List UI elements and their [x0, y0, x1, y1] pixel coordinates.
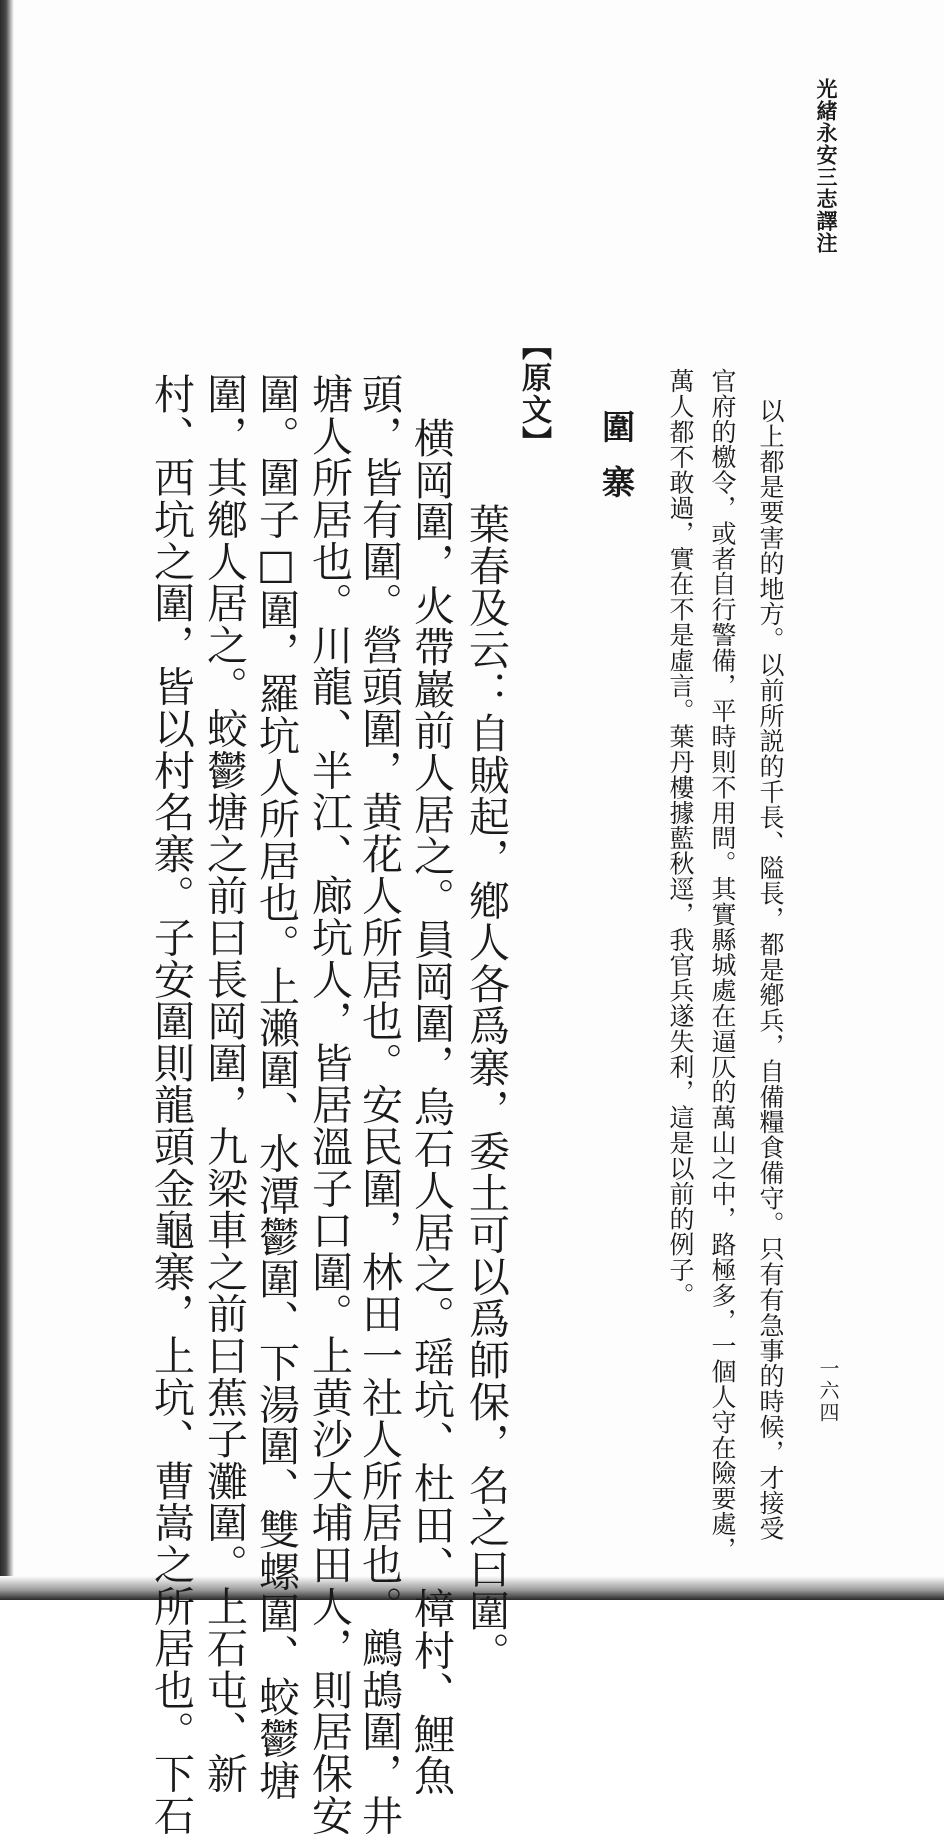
original-line-4: 塘人所居也。川龍、半江、廊坑人，皆居溫子口圍。上黄沙大埔田人，則居保安 [305, 373, 353, 1836]
original-line-6: 圍，其鄕人居之。蛟鬱塘之前曰長岡圍，九梁車之前曰蕉子灘圍。上石屯、新 [200, 373, 248, 1795]
note-line-1: 以上都是要害的地方。以前所説的千長、隘長，都是鄕兵，自備糧食備守。只有有急事的時候，才接受 [756, 398, 785, 1541]
running-header-book-title: 光緒永安三志譯注 [814, 78, 839, 254]
original-text-label: 【原文】 [516, 330, 551, 458]
note-line-3: 萬人都不敢過，實在不是虛言。葉丹樓據藍秋逕，我官兵遂失利，這是以前的例子。 [666, 368, 695, 1308]
scan-edge-left [0, 0, 14, 1600]
original-line-3: 頭，皆有圍。營頭圍，黄花人所居也。安民圍，林田一社人所居也。鷓鴣圍，井 [355, 373, 403, 1836]
page-number: 一六四 [816, 1358, 840, 1424]
original-line-2: 横岡圍，火帶巖前人居之。員岡圍，烏石人居之。瑶坑、杜田、樟村、鯉魚 [407, 417, 455, 1797]
original-line-5: 圍。圍子□圍，羅坑人所居也。上瀨圍、水潭鬱圍、下湯圍、雙螺圍、蛟鬱塘 [252, 373, 300, 1802]
section-title: 圍寨 [597, 410, 636, 520]
original-line-7: 村、西坑之圍，皆以村名寨。子安圍則龍頭金龜寨，上坑、曹嵩之所居也。下石 [147, 373, 195, 1836]
original-line-1: 葉春及云：自賊起，鄕人各爲寨，委土可以爲師保，名之曰圍。 [462, 503, 510, 1674]
note-line-2: 官府的檄令，或者自行警備，平時則不用問。其實縣城處在逼仄的萬山之中，路極多，一個人守在險要處， [708, 368, 737, 1562]
